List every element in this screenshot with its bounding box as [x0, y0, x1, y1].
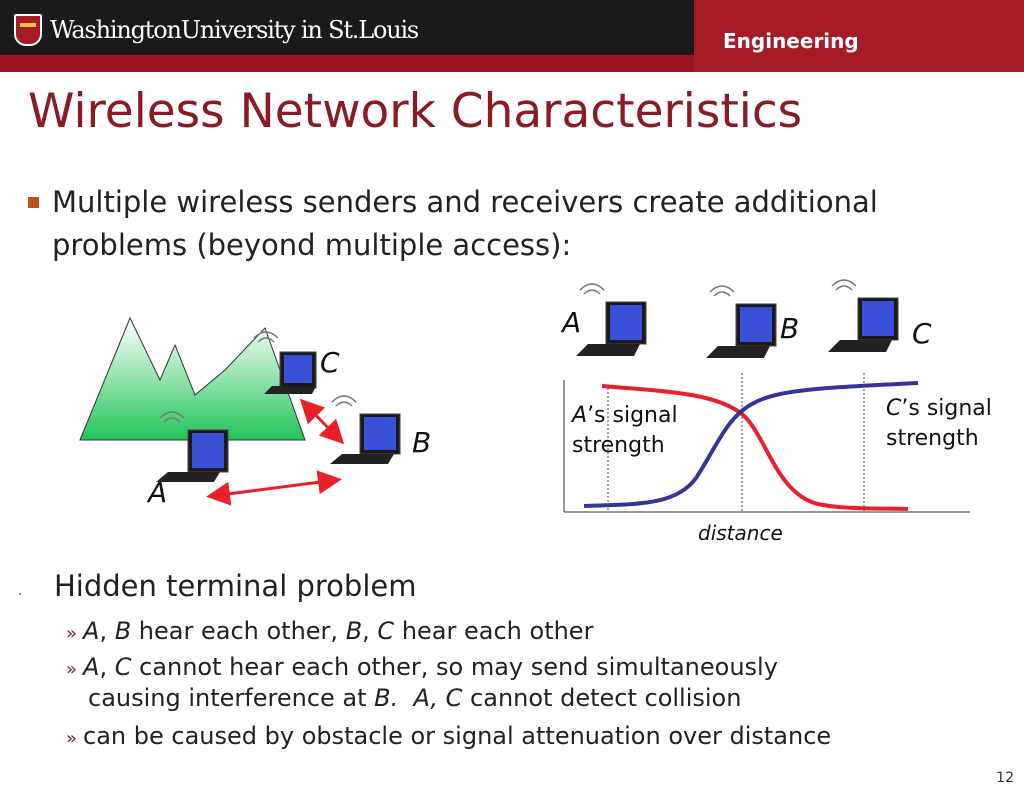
page-number: 12	[996, 770, 1014, 786]
university-name: WashingtonUniversity in St.Louis	[50, 16, 419, 44]
arrow-a-b	[212, 480, 336, 496]
sub-bullet-3: » can be caused by obstacle or signal attenuation over distance	[66, 722, 832, 750]
label-b: B	[780, 312, 800, 345]
label-a: A	[562, 306, 582, 339]
slide-header	[0, 0, 1024, 72]
a-signal-label-line1: A’s signal	[572, 403, 678, 428]
arrow-c-b	[304, 403, 340, 440]
bullet-main	[28, 181, 918, 267]
a-signal-label-line2: strength	[572, 433, 665, 458]
sub-bullet-2: » A, C cannot hear each other, so may send simultaneously	[66, 653, 778, 681]
laptop-c-icon	[828, 280, 898, 352]
label-c: C	[912, 317, 932, 350]
arrow-bullet-icon: »	[66, 623, 78, 644]
slide-title: Wireless Network Characteristics	[28, 84, 803, 139]
mountain-obstacle-icon	[80, 318, 305, 440]
school-name: Engineering	[723, 29, 859, 53]
label-b: B	[412, 426, 432, 459]
signal-strength-diagram	[556, 278, 1016, 548]
x-axis-label: distance	[698, 521, 783, 545]
bullet-main-text: Multiple wireless senders and receivers create additional problems (beyond multiple access):	[52, 185, 878, 262]
c-signal-label-line2: strength	[886, 426, 979, 451]
bullet-hidden-terminal-text: Hidden terminal problem	[54, 569, 417, 603]
laptop-b-icon	[330, 396, 400, 464]
square-bullet-icon	[28, 197, 39, 208]
university-crest-icon	[14, 14, 42, 46]
c-signal-label-line1: C’s signal	[886, 396, 992, 421]
arrow-bullet-icon: »	[66, 728, 78, 749]
label-a: A	[148, 476, 168, 509]
sub-bullet-1: » A, B hear each other, B, C hear each other	[66, 617, 594, 645]
sub-bullet-2-line2: causing interference at B. A, C cannot detect collision	[88, 684, 742, 712]
university-logo	[14, 14, 418, 46]
label-c: C	[320, 346, 340, 379]
hidden-terminal-obstacle-diagram	[60, 300, 480, 530]
laptop-a-icon	[576, 284, 646, 356]
laptop-b-icon	[706, 286, 776, 358]
dot-bullet-icon: ·	[18, 587, 23, 603]
arrow-bullet-icon: »	[66, 659, 78, 680]
